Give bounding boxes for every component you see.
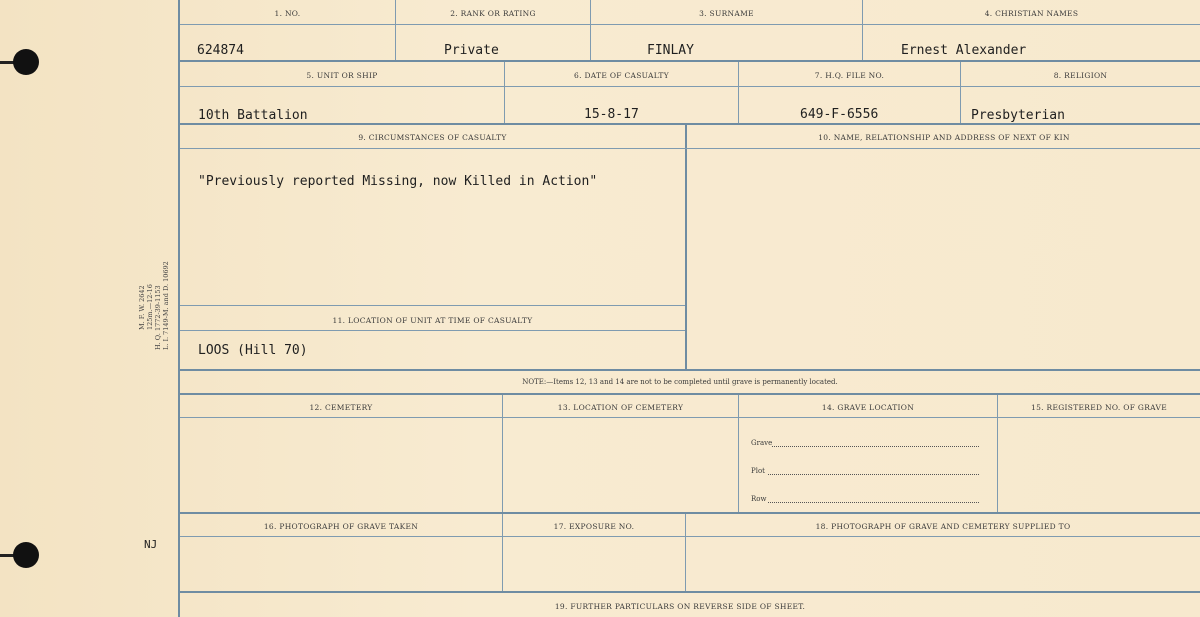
side-print-3: H. Q. 1772-39-1153 — [154, 285, 162, 350]
header-date: 6. DATE OF CASUALTY — [574, 71, 669, 80]
value-date: 15-8-17 — [584, 107, 639, 122]
header-christian-names: 4. CHRISTIAN NAMES — [984, 9, 1079, 18]
value-christian-names: Ernest Alexander — [901, 43, 1027, 58]
header-location: 11. LOCATION OF UNIT AT TIME OF CASUALTY — [332, 316, 533, 325]
divider — [997, 395, 998, 512]
header-cemetery-location: 13. LOCATION OF CEMETERY — [557, 403, 684, 412]
row-line — [768, 502, 979, 503]
header-further: 19. FURTHER PARTICULARS ON REVERSE SIDE OF SHEET. — [554, 602, 806, 611]
side-print-4: L. I. 7149-M. and D. 10692 — [162, 261, 170, 350]
divider — [685, 125, 687, 370]
header-surname: 3. SURNAME — [699, 9, 754, 18]
side-print-1: M. F. W. 2642 — [138, 285, 146, 330]
value-circumstances: "Previously reported Missing, now Killed in Action" — [198, 174, 598, 189]
label-plot: Plot — [751, 467, 765, 475]
grave-line — [772, 446, 979, 447]
divider — [738, 395, 739, 512]
value-no: 624874 — [197, 43, 244, 58]
divider — [180, 417, 1200, 418]
divider — [180, 330, 685, 331]
label-row: Row — [751, 495, 767, 503]
value-location: LOOS (Hill 70) — [198, 343, 308, 358]
divider — [180, 123, 1200, 125]
header-grave-location: 14. GRAVE LOCATION — [821, 403, 915, 412]
divider — [180, 305, 685, 306]
label-grave: Grave — [751, 439, 773, 447]
header-cemetery: 12. CEMETERY — [309, 403, 373, 412]
header-rank: 2. RANK OR RATING — [450, 9, 536, 18]
note: NOTE:—Items 12, 13 and 14 are not to be completed until grave is permanently located. — [522, 378, 838, 386]
punch-hole-top — [13, 49, 39, 75]
header-registered-no: 15. REGISTERED NO. OF GRAVE — [1031, 403, 1167, 412]
header-photo-supplied: 18. PHOTOGRAPH OF GRAVE AND CEMETERY SUPPLIED TO — [815, 522, 1071, 531]
header-circumstances: 9. CIRCUMSTANCES OF CASUALTY — [358, 133, 507, 142]
value-surname: FINLAY — [647, 43, 694, 58]
divider — [180, 393, 1200, 395]
value-rank: Private — [444, 43, 499, 58]
divider — [502, 395, 503, 512]
divider — [180, 369, 1200, 371]
plot-line — [768, 474, 979, 475]
divider — [180, 148, 1200, 149]
header-hq-file: 7. H.Q. FILE NO. — [814, 71, 885, 80]
side-print-2: 125m.—12-16 — [146, 284, 154, 330]
divider — [180, 86, 1200, 87]
value-religion: Presbyterian — [971, 108, 1065, 123]
divider — [180, 60, 1200, 62]
header-unit: 5. UNIT OR SHIP — [306, 71, 378, 80]
value-hq-file: 649-F-6556 — [800, 107, 879, 122]
header-photo-taken: 16. PHOTOGRAPH OF GRAVE TAKEN — [263, 522, 419, 531]
header-religion: 8. RELIGION — [1053, 71, 1108, 80]
header-no: 1. NO. — [274, 9, 301, 18]
header-next-of-kin: 10. NAME, RELATIONSHIP AND ADDRESS OF NEXT OF KIN — [818, 133, 1070, 142]
punch-hole-bottom — [13, 542, 39, 568]
divider — [180, 512, 1200, 514]
initials: NJ — [144, 538, 158, 551]
divider — [180, 591, 1200, 593]
value-unit: 10th Battalion — [198, 108, 308, 123]
divider — [180, 24, 1200, 25]
header-exposure: 17. EXPOSURE NO. — [553, 522, 635, 531]
divider — [180, 536, 1200, 537]
